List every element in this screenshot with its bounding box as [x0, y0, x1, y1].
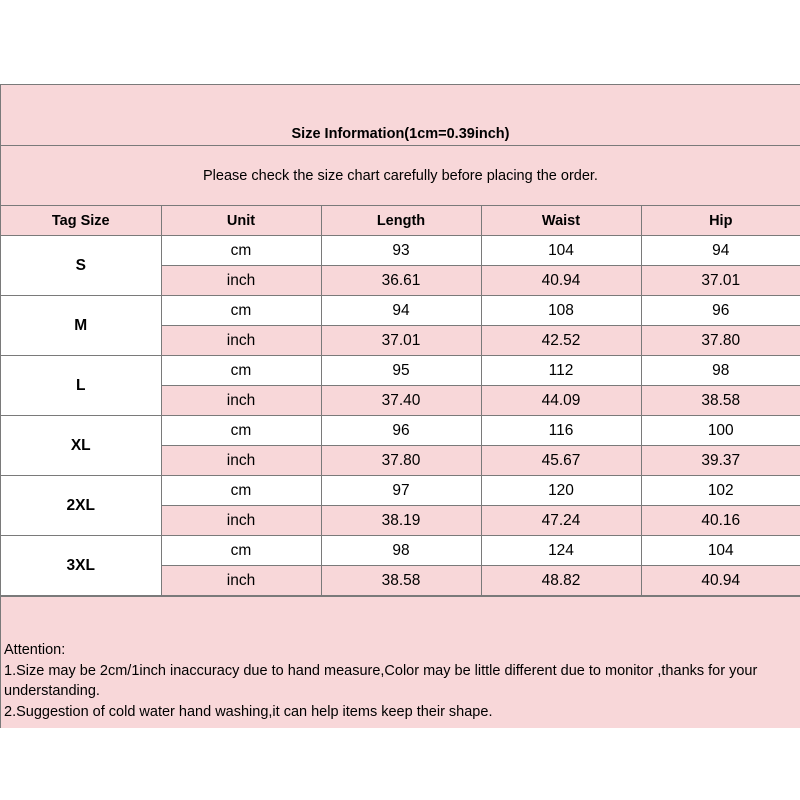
length-cell: 97	[321, 476, 481, 506]
unit-cell: cm	[161, 236, 321, 266]
length-cell: 96	[321, 416, 481, 446]
length-cell: 37.80	[321, 446, 481, 476]
length-cell: 98	[321, 536, 481, 566]
header-length: Length	[321, 206, 481, 236]
header-unit: Unit	[161, 206, 321, 236]
waist-cell: 124	[481, 536, 641, 566]
hip-cell: 37.80	[641, 326, 800, 356]
hip-cell: 40.94	[641, 566, 800, 596]
page-title: Size Information(1cm=0.39inch)	[291, 126, 510, 142]
hip-cell: 40.16	[641, 506, 800, 536]
hip-cell: 100	[641, 416, 800, 446]
length-cell: 93	[321, 236, 481, 266]
unit-cell: inch	[161, 446, 321, 476]
table-header-row	[1, 206, 800, 236]
length-cell: 37.01	[321, 326, 481, 356]
hip-cell: 102	[641, 476, 800, 506]
tag-size-cell: 2XL	[1, 476, 161, 536]
hip-cell: 37.01	[641, 266, 800, 296]
unit-cell: inch	[161, 266, 321, 296]
unit-cell: cm	[161, 536, 321, 566]
table-row	[1, 356, 800, 386]
waist-cell: 45.67	[481, 446, 641, 476]
waist-cell: 40.94	[481, 266, 641, 296]
tag-size-cell: L	[1, 356, 161, 416]
attention-notes	[1, 596, 800, 728]
length-cell: 38.58	[321, 566, 481, 596]
waist-cell: 104	[481, 236, 641, 266]
header-waist: Waist	[481, 206, 641, 236]
waist-cell: 48.82	[481, 566, 641, 596]
hip-cell: 96	[641, 296, 800, 326]
table-row	[1, 536, 800, 566]
length-cell: 38.19	[321, 506, 481, 536]
unit-cell: cm	[161, 356, 321, 386]
header-hip: Hip	[641, 206, 800, 236]
subtitle-band	[1, 146, 800, 206]
length-cell: 94	[321, 296, 481, 326]
unit-cell: inch	[161, 506, 321, 536]
table-row	[1, 296, 800, 326]
waist-cell: 116	[481, 416, 641, 446]
hip-cell: 94	[641, 236, 800, 266]
attention-line-1: 1.Size may be 2cm/1inch inaccuracy due to hand measure,Color may be little different due to monitor ,thanks for your understanding.	[4, 662, 758, 699]
attention-line-2: 2.Suggestion of cold water hand washing,it can help items keep their shape.	[4, 703, 493, 720]
title-band	[1, 85, 800, 146]
waist-cell: 108	[481, 296, 641, 326]
unit-cell: cm	[161, 296, 321, 326]
unit-cell: cm	[161, 476, 321, 506]
attention-heading: Attention:	[4, 642, 66, 658]
tag-size-cell: S	[1, 236, 161, 296]
tag-size-cell: XL	[1, 416, 161, 476]
length-cell: 95	[321, 356, 481, 386]
size-chart	[0, 84, 800, 728]
waist-cell: 112	[481, 356, 641, 386]
table-row	[1, 416, 800, 446]
table-row	[1, 236, 800, 266]
unit-cell: inch	[161, 386, 321, 416]
subtitle: Please check the size chart carefully before placing the order.	[203, 167, 598, 184]
tag-size-cell: 3XL	[1, 536, 161, 596]
waist-cell: 42.52	[481, 326, 641, 356]
hip-cell: 98	[641, 356, 800, 386]
size-table	[1, 206, 800, 596]
hip-cell: 38.58	[641, 386, 800, 416]
header-tag-size: Tag Size	[1, 206, 161, 236]
unit-cell: inch	[161, 566, 321, 596]
length-cell: 36.61	[321, 266, 481, 296]
hip-cell: 104	[641, 536, 800, 566]
unit-cell: cm	[161, 416, 321, 446]
waist-cell: 47.24	[481, 506, 641, 536]
table-row	[1, 476, 800, 506]
length-cell: 37.40	[321, 386, 481, 416]
unit-cell: inch	[161, 326, 321, 356]
waist-cell: 44.09	[481, 386, 641, 416]
waist-cell: 120	[481, 476, 641, 506]
hip-cell: 39.37	[641, 446, 800, 476]
tag-size-cell: M	[1, 296, 161, 356]
